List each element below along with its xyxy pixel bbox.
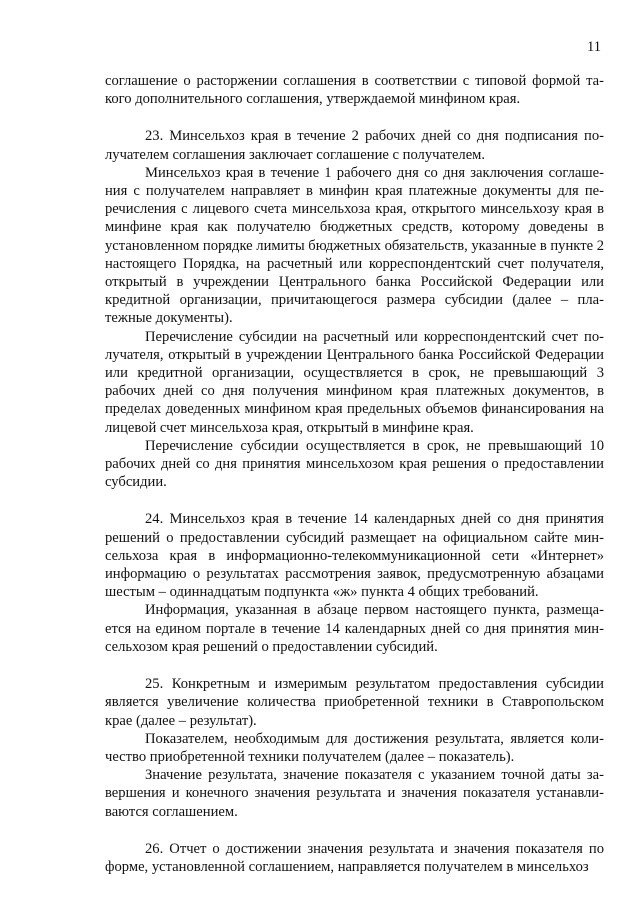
paragraph-subsidy-transfer-deadline: Перечисление субсидии осуществляется в срок, не превышающий 10 рабочих дней со дня принятия минсельхозом края решения о предоставлении субсидии. xyxy=(105,437,604,491)
paragraph-result-values: Значение результата, значение показателя с указанием точной даты завершения и конечного значения результата и значения показателя устанавливаются соглашением. xyxy=(105,767,604,820)
paragraph-agreement-termination: соглашение о расторжении соглашения в соответствии с типовой формой такого дополнительного соглашения, утверждаемой минфином края. xyxy=(105,73,604,108)
page-number: 11 xyxy=(587,39,601,55)
paragraph-payment-documents: Минсельхоз края в течение 1 рабочего дня со дня заключения соглашения с получателем направляет в минфин края платежные документы для перечисления с лицевого счета минсельхоза края, открытого минсельхозу края в минфине края как получателю бюджетных средств, которому доведены в установленном порядке лимиты бюджетных обязательств, указанные в пункте 2 настоящего Порядка, на расчетный или корреспондентский счет получателя, открытый в учреждении Центрального банка Российской Федерации или кредитной организации, причитающегося размера субсидии (далее – платежные документы). xyxy=(105,164,604,327)
paragraph-item-23: 23. Минсельхоз края в течение 2 рабочих дней со дня подписания получателем соглашения заключает соглашение с получателем. xyxy=(105,128,604,163)
document-body xyxy=(105,72,604,876)
paragraph-unified-portal-info: Информация, указанная в абзаце первом настоящего пункта, размещается на едином портале в течение 14 календарных дней со дня принятия минсельхозом края решений о предоставлении субсидий. xyxy=(105,602,604,655)
paragraph-item-25: 25. Конкретным и измеримым результатом предоставления субсидии является увеличение количества приобретенной техники в Ставропольском крае (далее – результат). xyxy=(105,676,604,729)
paragraph-indicator-definition: Показателем, необходимым для достижения результата, является количество приобретенной техники получателем (далее – показатель). xyxy=(105,730,604,765)
paragraph-item-26: 26. Отчет о достижении значения результата и значения показателя по форме, установленной соглашением, направляется получателем в минсельхоз xyxy=(105,840,604,875)
paragraph-item-24: 24. Минсельхоз края в течение 14 календарных дней со дня принятия решений о предоставлении субсидий размещает на официальном сайте минсельхоза края в информационно-телекоммуникационной сети «Интернет» информацию о результатах рассмотрения заявок, предусмотренную абзацами шестым – одиннадцатым подпункта «ж» пункта 4 общих требований. xyxy=(105,511,604,601)
paragraph-subsidy-transfer-terms: Перечисление субсидии на расчетный или корреспондентский счет получателя, открытый в учреждении Центрального банка Российской Федерации или кредитной организации, осуществляется в срок, не превышающий 3 рабочих дней со дня получения минфином края платежных документов, в пределах доведенных минфином края предельных объемов финансирования на лицевой счет минсельхоза края, открытый в минфине края. xyxy=(105,328,604,436)
